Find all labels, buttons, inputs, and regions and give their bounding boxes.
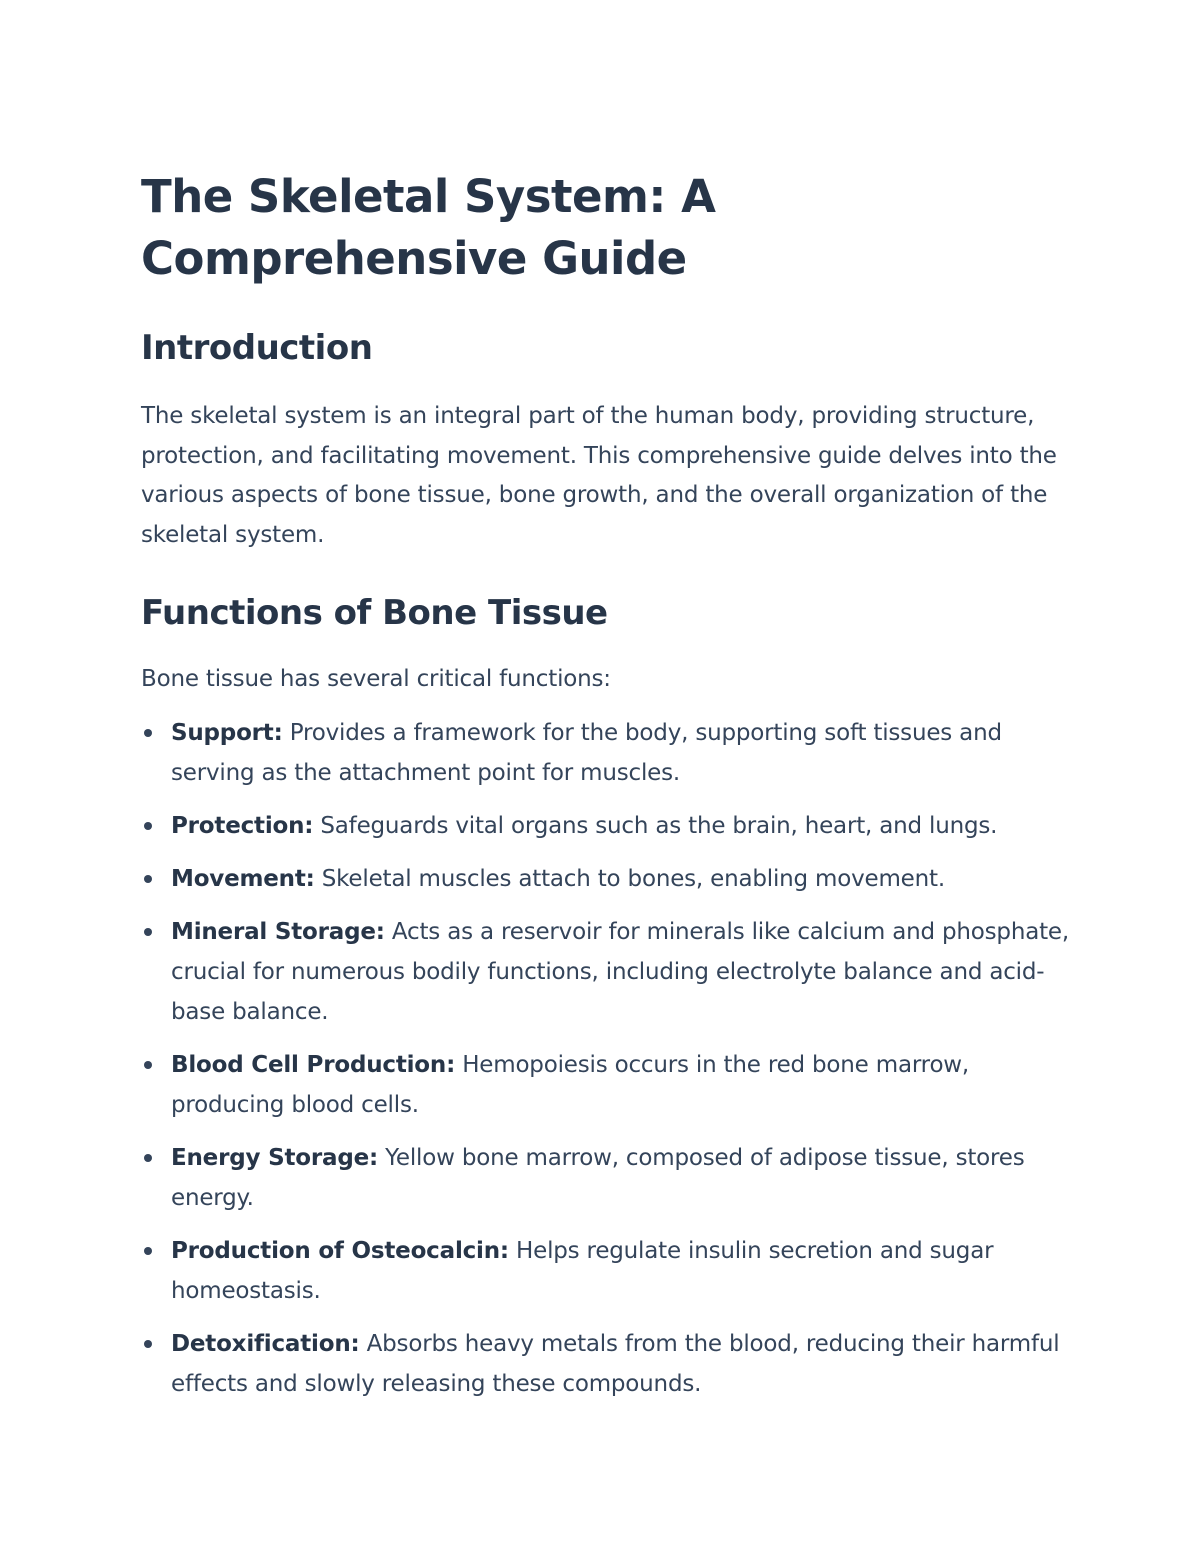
list-item-term: Detoxification: — [171, 1330, 360, 1357]
list-item-term: Production of Osteocalcin: — [171, 1237, 509, 1264]
list-item-term: Energy Storage: — [171, 1144, 378, 1171]
list-item — [141, 1231, 1071, 1311]
list-item-term: Movement: — [171, 865, 315, 892]
list-item-term: Protection: — [171, 812, 314, 839]
list-item-term: Blood Cell Production: — [171, 1051, 456, 1078]
list-item-text: Safeguards vital organs such as the brain, heart, and lungs. — [313, 812, 998, 839]
list-item — [141, 859, 1071, 899]
list-item-term: Support: — [171, 719, 283, 746]
bullet-icon — [144, 729, 152, 737]
list-item-text: Absorbs heavy metals from the blood, reducing their harmful effects and slowly releasing these compounds. — [171, 1330, 1060, 1397]
document-page — [141, 166, 1071, 1417]
bullet-icon — [144, 928, 152, 936]
list-item — [141, 1138, 1071, 1218]
functions-lead-paragraph: Bone tissue has several critical functions: — [141, 666, 611, 692]
list-item-text: Provides a framework for the body, supporting soft tissues and serving as the attachment point for muscles. — [171, 719, 1002, 786]
list-item-text: Acts as a reservoir for minerals like calcium and phosphate, crucial for numerous bodily functions, including electrolyte balance and acid-base balance. — [171, 918, 1069, 1025]
bullet-icon — [144, 822, 152, 830]
bullet-icon — [144, 1061, 152, 1069]
list-item-text: Hemopoiesis occurs in the red bone marrow, producing blood cells. — [171, 1051, 970, 1118]
list-item — [141, 806, 1071, 846]
bullet-icon — [144, 1247, 152, 1255]
document-title: The Skeletal System: A Comprehensive Guide — [141, 170, 716, 285]
list-item-text: Helps regulate insulin secretion and sugar homeostasis. — [171, 1237, 994, 1304]
bullet-icon — [144, 1154, 152, 1162]
introduction-paragraph: The skeletal system is an integral part of the human body, providing structure, protection, and facilitating movement. This comprehensive guide delves into the various aspects of bone tissue, bone growth, and the overall organization of the skeletal system. — [141, 403, 1057, 548]
list-item-term: Mineral Storage: — [171, 918, 385, 945]
list-item-text: Yellow bone marrow, composed of adipose tissue, stores energy. — [171, 1144, 1025, 1211]
introduction-heading: Introduction — [141, 328, 373, 368]
functions-heading: Functions of Bone Tissue — [141, 593, 608, 633]
list-item — [141, 1324, 1071, 1404]
functions-list — [141, 713, 1071, 1404]
list-item-text: Skeletal muscles attach to bones, enabling movement. — [314, 865, 945, 892]
bullet-icon — [144, 875, 152, 883]
bullet-icon — [144, 1340, 152, 1348]
list-item — [141, 912, 1071, 1032]
list-item — [141, 1045, 1071, 1125]
list-item — [141, 713, 1071, 793]
